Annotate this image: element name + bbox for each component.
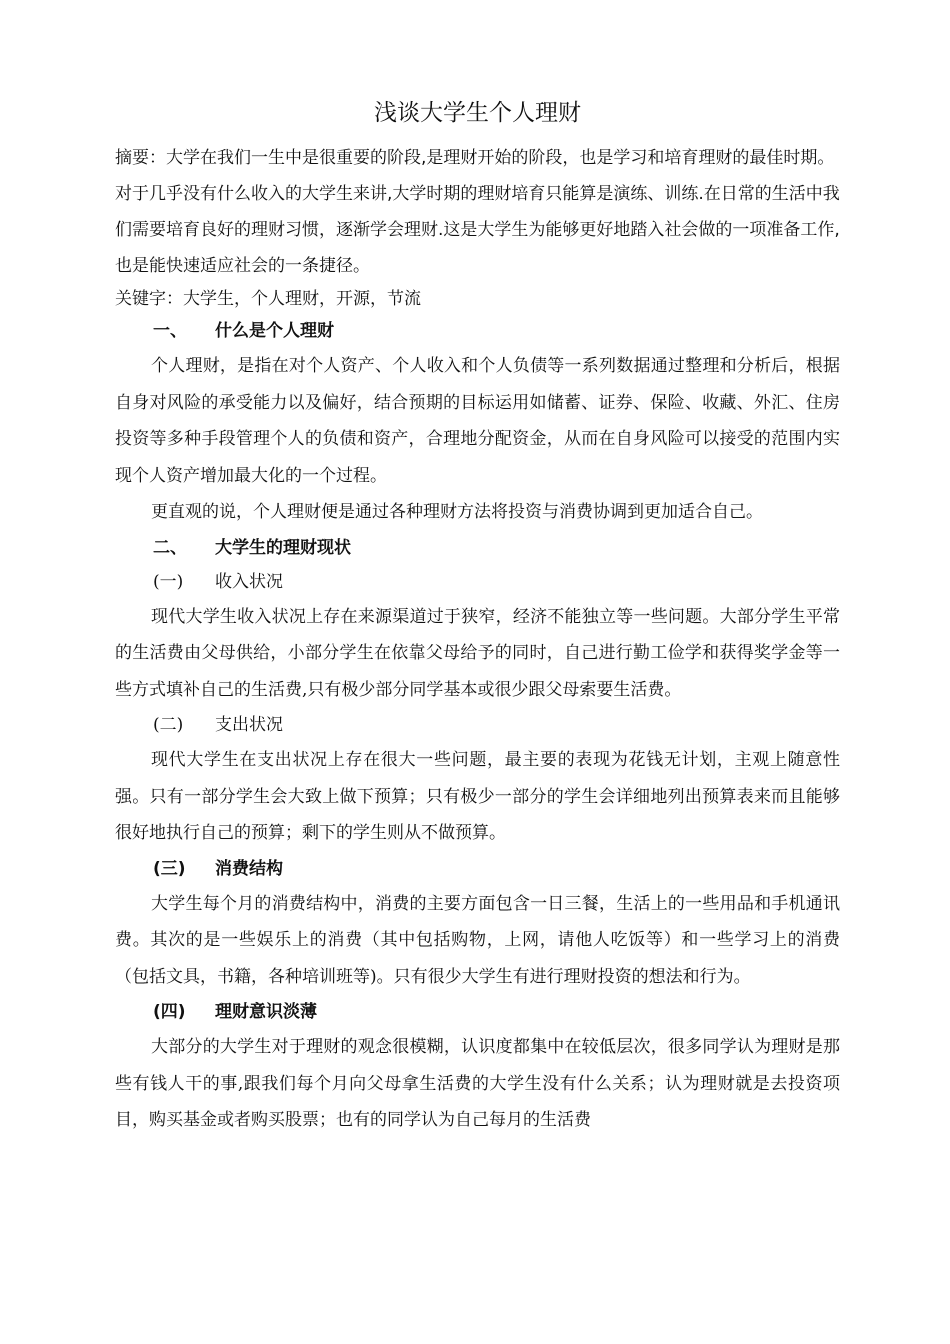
keywords-line: 关键字：大学生，个人理财，开源，节流: [115, 289, 421, 309]
subsection-heading-1: [115, 565, 840, 599]
document-page: [115, 96, 840, 1139]
subsection-title: 消费结构: [215, 858, 283, 879]
section-heading-1: [115, 314, 840, 348]
body-paragraph: 现代大学生收入状况上存在来源渠道过于狭窄，经济不能独立等一些问题。大部分学生平常的生活费由父母供给，小部分学生在依靠父母给予的同时，自己进行勤工俭学和获得奖学金等一些方式填补自己的生活费,只有极少部分同学基本或很少跟父母索要生活费。: [115, 606, 840, 700]
subsection-number: (二): [153, 715, 184, 735]
section-title: 什么是个人理财: [215, 321, 334, 341]
body-paragraph: 现代大学生在支出状况上存在很大一些问题，最主要的表现为花钱无计划，主观上随意性强。只有一部分学生会大致上做下预算；只有极少一部分的学生会详细地列出预算表来而且能够很好地执行自己的预算；剩下的学生则从不做预算。: [115, 750, 840, 843]
subsection-title: 理财意识淡薄: [215, 1002, 317, 1022]
body-paragraph: 大学生每个月的消费结构中，消费的主要方面包含一日三餐，生活上的一些用品和手机通讯费。其次的是一些娱乐上的消费（其中包括购物，上网，请他人吃饭等）和一些学习上的消费（包括文具，书籍，各种培训班等)。只有很少大学生有进行理财投资的想法和行为。: [115, 893, 840, 987]
subsection-title: 收入状况: [215, 571, 283, 592]
subsection-heading-3: [115, 852, 840, 886]
section-number: 一、: [153, 321, 187, 341]
body-paragraph: 更直观的说，个人理财便是通过各种理财方法将投资与消费协调到更加适合自己。: [151, 502, 763, 522]
section-title: 大学生的理财现状: [215, 537, 351, 558]
subsection-heading-2: [115, 708, 840, 742]
subsection-number: (四): [153, 1002, 186, 1022]
subsection-heading-4: [115, 995, 840, 1029]
abstract-paragraph: 摘要：大学在我们一生中是很重要的阶段,是理财开始的阶段，也是学习和培育理财的最佳时期。对于几乎没有什么收入的大学生来讲,大学时期的理财培育只能算是演练、训练.在日常的生活中我们需要培育良好的理财习惯，逐渐学会理财.这是大学生为能够更好地踏入社会做的一项准备工作,也是能快速适应社会的一条捷径。: [115, 148, 840, 276]
subsection-number: (三): [153, 858, 186, 879]
subsection-title: 支出状况: [215, 715, 283, 735]
body-paragraph: 大部分的大学生对于理财的观念很模糊，认识度都集中在较低层次，很多同学认为理财是那些有钱人干的事,跟我们每个月向父母拿生活费的大学生没有什么关系；认为理财就是去投资项目，购买基金或者购买股票；也有的同学认为自己每月的生活费: [115, 1037, 840, 1130]
document-title: 浅谈大学生个人理财: [374, 100, 581, 126]
section-heading-2: [115, 531, 840, 565]
body-paragraph: 个人理财，是指在对个人资产、个人收入和个人负债等一系列数据通过整理和分析后，根据自身对风险的承受能力以及偏好，结合预期的目标运用如储蓄、证券、保险、收藏、外汇、住房投资等多种手段管理个人的负债和资产，合理地分配资金，从而在自身风险可以接受的范围内实现个人资产增加最大化的一个过程。: [115, 356, 840, 486]
subsection-number: (一): [153, 571, 184, 592]
section-number: 二、: [153, 537, 187, 558]
